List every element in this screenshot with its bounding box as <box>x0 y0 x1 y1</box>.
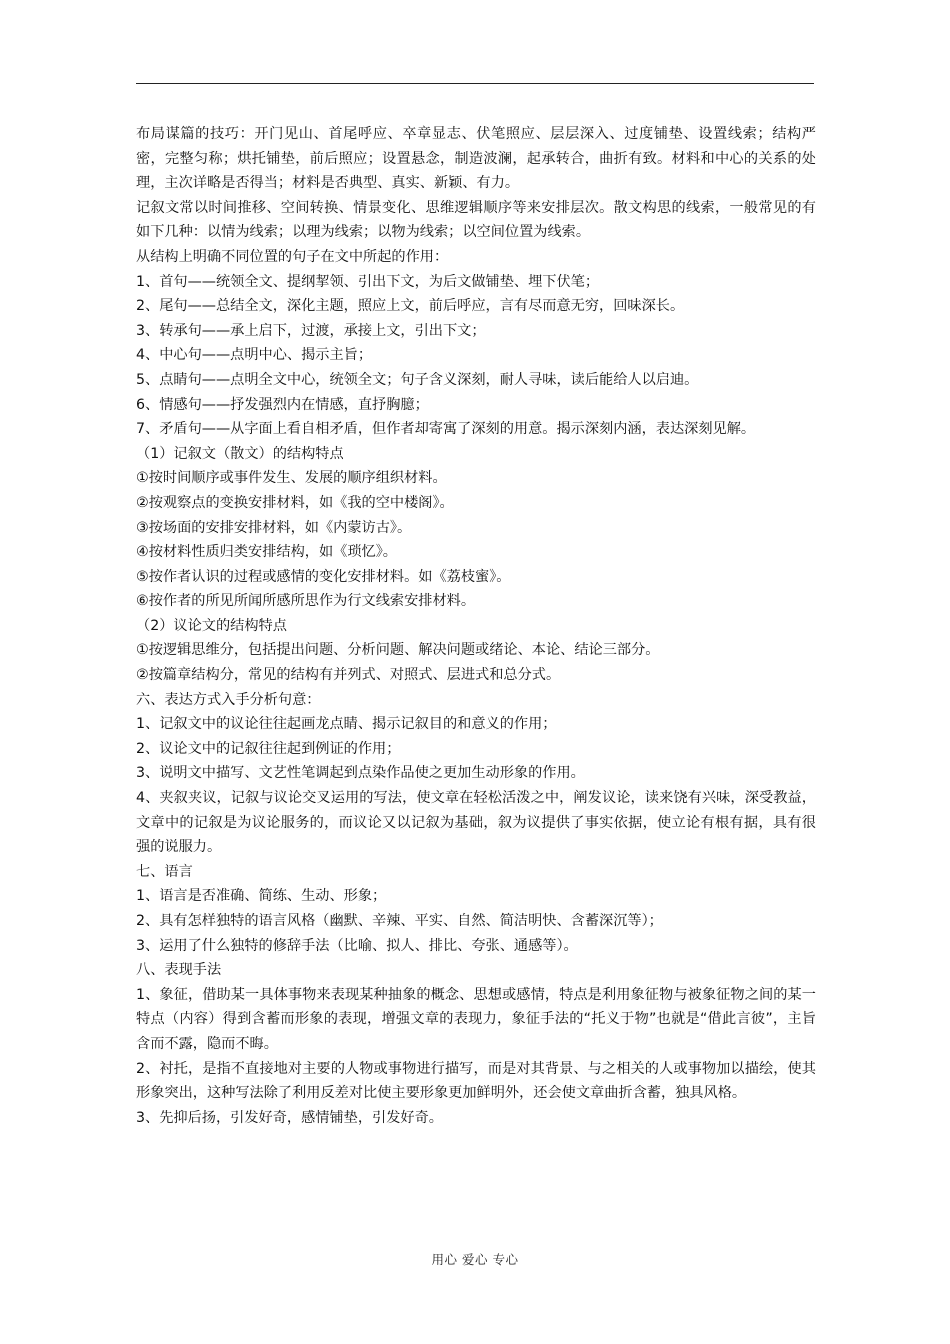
section-heading: 七、语言 <box>136 863 193 880</box>
paragraph: 1、象征，借助某一具体事物来表现某种抽象的概念、思想或感情，特点是利用象征物与被象征物之间的某一特点（内容）得到含蓄而形象的表现，增强文章的表现力，象征手法的“托义于物”也就是“借此言彼”，主旨含而不露，隐而不晦。 <box>136 986 816 1052</box>
paragraph: 布局谋篇的技巧：开门见山、首尾呼应、卒章显志、伏笔照应、层层深入、过度铺垫、设置线索；结构严密，完整匀称；烘托铺垫，前后照应；设置悬念，制造波澜，起承转合，曲折有致。材料和中心的关系的处理，主次详略是否得当；材料是否典型、真实、新颖、有力。 <box>136 126 816 192</box>
paragraph: 2、具有怎样独特的语言风格（幽默、辛辣、平实、自然、简洁明快、含蓄深沉等）； <box>136 913 663 929</box>
paragraph: 4、夹叙夹议，记叙与议论交叉运用的写法，使文章在轻松活泼之中，阐发议论，读来饶有兴味，深受教益，文章中的记叙是为议论服务的，而议论又以记叙为基础，叙为议提供了事实依据，使立论有根有据，具有很强的说服力。 <box>136 790 816 856</box>
paragraph: 3、转承句——承上启下，过渡，承接上文，引出下文； <box>136 322 486 339</box>
list-item: ①按时间顺序或事件发生、发展的顺序组织材料。 <box>136 470 447 487</box>
list-item: ⑥按作者的所见所闻所感所思作为行文线索安排材料。 <box>136 593 476 610</box>
paragraph: 1、语言是否准确、简练、生动、形象； <box>136 888 387 905</box>
paragraph: 3、说明文中描写、文艺性笔调起到点染作品使之更加生动形象的作用。 <box>136 765 585 782</box>
paragraph: 5、点睛句——点明全文中心，统领全文；句子含义深刻，耐人寻味，读后能给人以启迪。 <box>136 371 699 388</box>
document-body <box>136 122 816 1130</box>
paragraph: 2、议论文中的记叙往往起到例证的作用； <box>136 740 401 757</box>
list-item: ②按观察点的变换安排材料，如《我的空中楼阁》。 <box>136 494 454 511</box>
paragraph: 3、运用了什么独特的修辞手法（比喻、拟人、排比、夸张、通感等）。 <box>136 937 578 954</box>
list-item: ①按逻辑思维分，包括提出问题、分析问题、解决问题或绪论、本论、结论三部分。 <box>136 642 660 659</box>
list-item: ⑤按作者认识的过程或感情的变化安排材料。如《荔枝蜜》。 <box>136 568 511 585</box>
paragraph: 2、衬托，是指不直接地对主要的人物或事物进行描写，而是对其背景、与之相关的人或事物加以描绘，使其形象突出，这种写法除了利用反差对比使主要形象更加鲜明外，还会使文章曲折含蓄，独具风格。 <box>136 1060 816 1102</box>
paragraph: 4、中心句——点明中心、揭示主旨； <box>136 347 373 364</box>
paragraph: 7、矛盾句——从字面上看自相矛盾，但作者却寄寓了深刻的用意。揭示深刻内涵，表达深刻见解。 <box>136 421 756 438</box>
paragraph: 从结构上明确不同位置的句子在文中所起的作用： <box>136 248 449 265</box>
section-heading: （2）议论文的结构特点 <box>136 617 287 634</box>
paragraph: 2、尾句——总结全文，深化主题，照应上文，前后呼应，言有尽而意无穷，回味深长。 <box>136 298 685 315</box>
paragraph: 1、记叙文中的议论往往起画龙点睛、揭示记叙目的和意义的作用； <box>136 716 557 733</box>
header-rule <box>136 83 814 84</box>
paragraph: 1、首句——统领全文、提纲挈领、引出下文，为后文做铺垫、埋下伏笔； <box>136 273 600 290</box>
section-heading: 六、表达方式入手分析句意： <box>136 691 321 708</box>
section-heading: （1）记叙文（散文）的结构特点 <box>136 445 344 462</box>
list-item: ③按场面的安排安排材料，如《内蒙访古》。 <box>136 519 412 536</box>
paragraph: 记叙文常以时间推移、空间转换、情景变化、思维逻辑顺序等来安排层次。散文构思的线索，一般常见的有如下几种：以情为线索；以理为线索；以物为线索；以空间位置为线索。 <box>136 199 816 241</box>
list-item: ④按材料性质归类安排结构，如《琐忆》。 <box>136 544 397 561</box>
paragraph: 3、先抑后扬，引发好奇，感情铺垫，引发好奇。 <box>136 1109 443 1126</box>
paragraph: 6、情感句——抒发强烈内在情感，直抒胸臆； <box>136 396 429 413</box>
page-footer: 用心 爱心 专心 <box>431 1252 519 1267</box>
section-heading: 八、表现手法 <box>136 962 222 979</box>
list-item: ②按篇章结构分，常见的结构有并列式、对照式、层进式和总分式。 <box>136 667 561 684</box>
